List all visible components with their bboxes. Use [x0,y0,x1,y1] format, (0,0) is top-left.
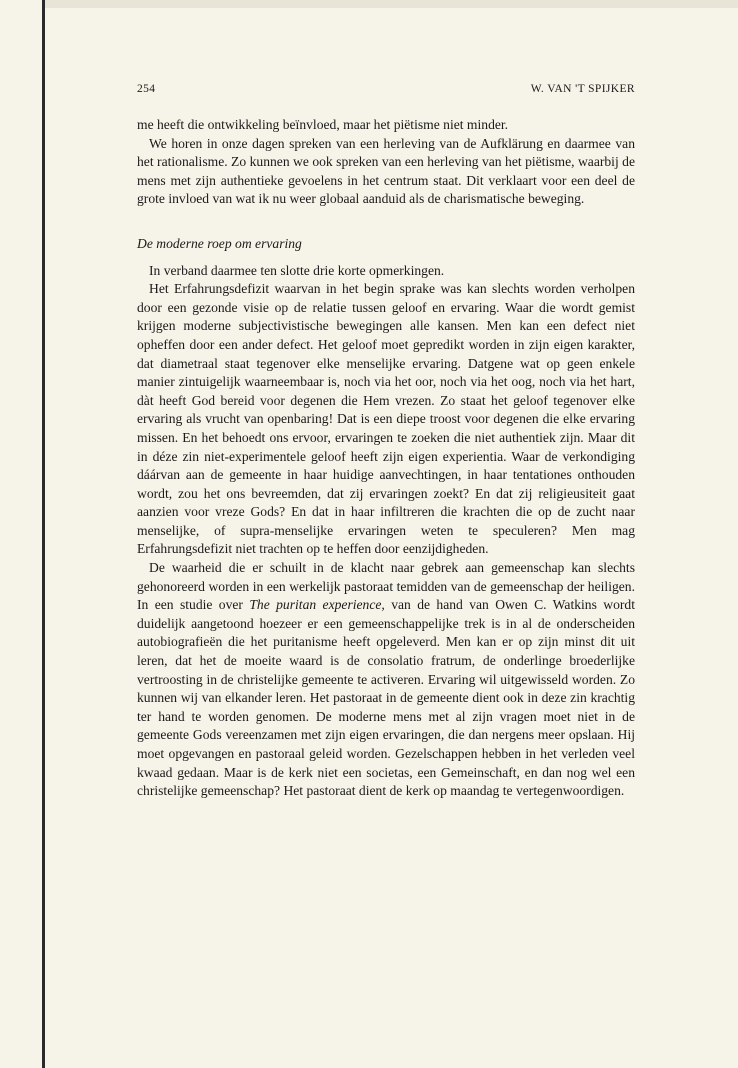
binding-edge [42,0,45,1068]
page-number: 254 [137,83,156,95]
book-title: The puritan experience, [249,597,385,613]
paragraph-1: me heeft die ontwikkeling beïnvloed, maar het piëtisme niet minder. [137,117,509,132]
paragraph-5-part-1: De waarheid die er schuilt in de klacht naar gebrek aan gemeenschap kan slechts gehonoreerd worden in een werkelijk pastoraat temidden van de gemeenschap der heiligen. In een studie over [137,560,635,613]
paragraph-4: Het Erfahrungsdefizit waarvan in het begin sprake was kan slechts worden verholpen door een gezonde visie op de relatie tussen geloof en ervaring. Waar die wordt gemist krijgen moderne subjectivistische bewegingen alle kansen. Men kan een defect niet opheffen door een ander defect. Het geloof moet gepredikt worden in zijn eigen karakter, dat diametraal staat tegenover elke menselijke ervaring. Datgene wat op geen enkele manier zintuigelijk waarneembaar is, noch via het oor, noch via het oog, noch via het hart, dàt heeft God bereid voor degenen die Hem vrezen. Zo staat het geloof tegenover elke ervaring als vrucht van openbaring! Dat is een diepe troost voor degenen die elke ervaring missen. En het behoedt ons ervoor, ervaringen te zoeken die niet authentiek zijn. Maar dit in déze zin niet-experimentele geloof heeft zijn eigen experientia. Waar de verkondiging dáárvan aan de gemeente in haar huidige aanvechtingen, in haar tentationes onthouden wordt, zou het ons bevreemden, dat zij ervaringen zoekt? En dat zij religieusiteit gaat aanzien voor vreze Gods? En dat in haar infiltreren die krachten die op de zucht naar menselijke, of supra-menselijke ervaringen weten te speculeren? Men mag Erfahrungsdefizit niet trachten op te heffen door eenzijdigheden. [137,281,635,557]
paragraph-3: In verband daarmee ten slotte drie korte opmerkingen. [149,262,445,278]
heading-spacer [137,254,635,262]
page-header [137,83,635,99]
paragraph-5-part-2: van de hand van Owen C. Watkins wordt duidelijk aangetoond hoezeer er een gemeenschappelijke trek is in al de onderscheiden autobiografieën die het puritanisme heeft opgeleverd. Men kan er op zijn minst dit uit leren, dat het de moeite waard is de consolatio fratrum, de onderlinge broederlijke vertroosting in de christelijke gemeente te activeren. Ervaring wil uitgewisseld worden. Zo kunnen wij van elkander leren. Het pastoraat in de gemeente dient ook in deze zin krachtig ter hand te worden genomen. De moderne mens met al zijn vragen moet niet in de gemeente Gods vereenzamen met zijn eigen ervaringen, die dan nergens meer opslaan. Hij moet opgevangen en pastoraal geleid worden. Gezelschappen hebben in het verleden veel kwaad gedaan. Maar is de kerk niet een societas, een Gemeinschaft, en dan nog wel een christelijke gemeenschap? Het pastoraat dient de kerk op maandag te vertegenwoordigen. [137,597,635,799]
running-head: W. VAN 'T SPIJKER [530,83,635,95]
body-text [137,116,635,801]
section-spacer [137,209,635,235]
paragraph-5 [137,559,635,801]
paragraph-2: We horen in onze dagen spreken van een herleving van de Aufklärung en daarmee van het rationalisme. Zo kunnen we ook spreken van een herleving van het piëtisme, waarbij de mens met zijn authentieke gevoelens in het centrum staat. Dit verklaart voor een deel de grote invloed van wat ik nu weer globaal aanduid als de charismatische beweging. [137,135,635,207]
page-top-shadow [45,0,738,8]
section-heading: De moderne roep om ervaring [137,235,302,251]
